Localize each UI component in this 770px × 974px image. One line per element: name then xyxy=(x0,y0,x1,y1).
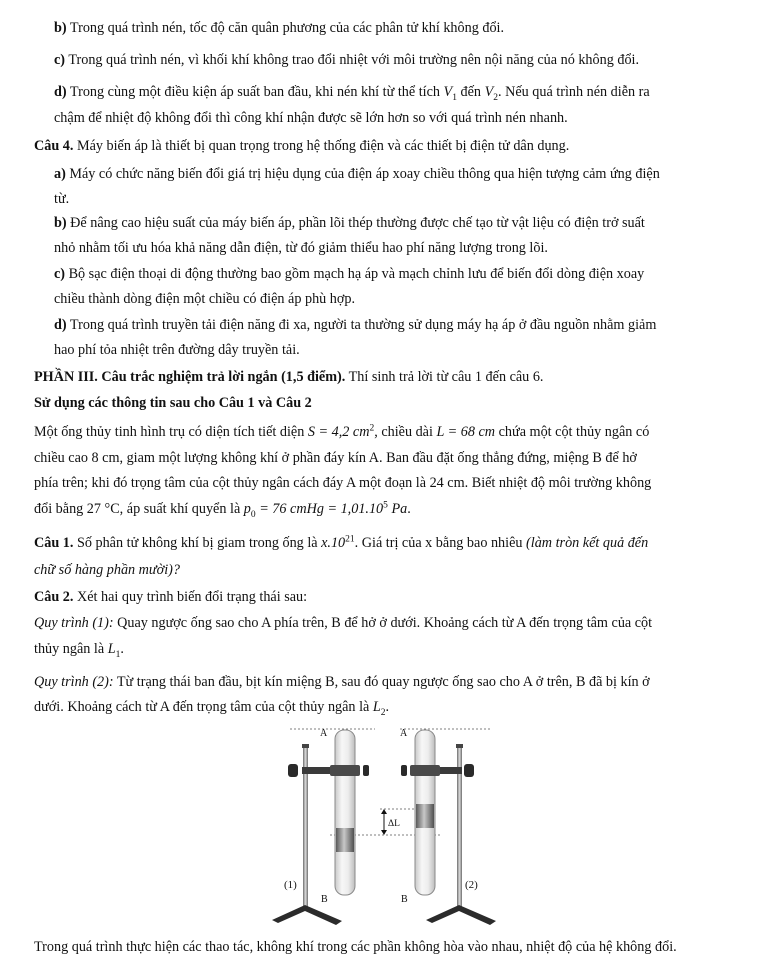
math-sup: 2 xyxy=(369,423,375,434)
math-pressure: = 76 cmHg = 1,01.10 xyxy=(255,501,384,517)
question-1 xyxy=(34,534,648,552)
math-area: S = 4,2 cm xyxy=(307,424,370,440)
option-text: . Nếu quá trình nén diễn ra xyxy=(497,84,650,100)
q4-option-d xyxy=(54,316,656,334)
math-l1: L xyxy=(107,641,116,657)
process-label: Quy trình (2): xyxy=(34,674,114,690)
math-sub: 1 xyxy=(452,92,457,103)
option-text: Để nâng cao hiệu suất của máy biến áp, phần lõi thép thường được chế tạo từ vật liệu có điện trở suất xyxy=(70,215,645,231)
question-4 xyxy=(34,137,569,155)
process-1 xyxy=(34,614,652,632)
option-text: Trong quá trình nén, tốc độ căn quân phương của các phân tử khí không đổi. xyxy=(69,20,505,36)
paragraph-line-2: chiều cao 8 cm, giam một lượng không khí ở phần đáy kín A. Ban đầu đặt ống thẳng đứng, miệng B để hở xyxy=(34,450,637,466)
math-sup: 5 xyxy=(383,500,388,511)
stand-rod-cap xyxy=(456,744,463,748)
tube-clamp xyxy=(330,765,360,776)
option-label: a) xyxy=(54,166,66,182)
process-2 xyxy=(34,673,650,691)
option-label: c) xyxy=(54,266,66,282)
rounding-note: chữ số hàng phần mười)? xyxy=(34,562,180,578)
text: . xyxy=(407,501,411,517)
caption-2: (2) xyxy=(465,879,478,891)
math-v1: V xyxy=(443,84,453,100)
math-sub: 0 xyxy=(250,509,256,520)
text: . xyxy=(385,699,390,715)
math-length: L = 68 cm xyxy=(436,424,496,440)
process-2-cont xyxy=(34,698,389,716)
question-text: Xét hai quy trình biến đổi trạng thái sau: xyxy=(76,589,308,605)
math-sub: 2 xyxy=(380,707,386,718)
mercury-column xyxy=(336,828,354,852)
option-label: b) xyxy=(54,20,67,36)
q4-option-a xyxy=(54,165,660,183)
closing-note: Trong quá trình thực hiện các thao tác, không khí trong các phần không hòa vào nhau, nhiệt độ của hệ không đổi. xyxy=(34,939,677,955)
process-text: dưới. Khoảng cách từ A đến trọng tâm của cột thủy ngân là xyxy=(34,699,373,715)
label-a-right: A xyxy=(400,728,408,739)
clamp-knob xyxy=(401,765,407,776)
caption-1: (1) xyxy=(284,879,297,891)
question-label: Câu 4. xyxy=(34,138,74,154)
question-text: Máy biến áp là thiết bị quan trọng trong hệ thống điện và các thiết bị điện tử dân dụng. xyxy=(76,138,570,154)
q3-option-d xyxy=(54,83,650,101)
part-3-heading xyxy=(34,368,543,386)
math-p0: p xyxy=(243,501,251,517)
apparatus-figure xyxy=(250,720,520,928)
math-v2: V xyxy=(484,84,494,100)
paragraph-line-4 xyxy=(34,500,411,518)
tripod-base xyxy=(272,905,342,925)
q4-option-d-cont: hao phí tỏa nhiệt trên đường dây truyền tải. xyxy=(54,342,300,358)
arrowhead-bottom xyxy=(381,830,387,835)
delta-l-label: ΔL xyxy=(388,819,400,829)
q4-option-b xyxy=(54,214,645,232)
q3-option-d-cont: chậm để nhiệt độ không đổi thì công khí nhận được sẽ lớn hơn so với quá trình nén nhanh. xyxy=(54,110,568,126)
math-l2: L xyxy=(372,699,381,715)
q3-option-b xyxy=(54,19,504,37)
q4-option-c-cont: chiều thành dòng điện một chiều có điện áp phù hợp. xyxy=(54,291,356,307)
label-b-left: B xyxy=(321,894,328,905)
option-label: b) xyxy=(54,215,67,231)
arrowhead-top xyxy=(381,809,387,814)
math-unit: Pa xyxy=(387,501,408,517)
process-1-cont xyxy=(34,640,124,658)
clamp-knob-right xyxy=(464,764,474,777)
label-a-left: A xyxy=(320,728,328,739)
text: , chiều dài xyxy=(374,424,437,440)
delta-l-indicator xyxy=(381,809,400,835)
apparatus-right xyxy=(400,728,496,925)
option-text: Trong quá trình nén, vì khối khí không trao đổi nhiệt với môi trường nên nội năng của nó không đổi. xyxy=(68,52,640,68)
question-2 xyxy=(34,588,307,606)
question-label: Câu 1. xyxy=(34,535,74,551)
q3-option-c xyxy=(54,51,639,69)
text: . xyxy=(120,641,124,657)
option-text: Bộ sạc điện thoại di động thường bao gồm mạch hạ áp và mạch chỉnh lưu để biến đổi dòng điện xoay xyxy=(68,266,645,282)
math-sub: 2 xyxy=(493,92,498,103)
question-text: . Giá trị của x bằng bao nhiêu xyxy=(354,535,527,551)
option-text: Máy có chức năng biến đổi giá trị hiệu dụng của điện áp xoay chiều thông qua hiện tượng cảm ứng điện xyxy=(69,166,660,182)
text: chứa một cột thủy ngân có xyxy=(495,424,650,440)
process-label: Quy trình (1): xyxy=(34,615,114,631)
option-label: c) xyxy=(54,52,66,68)
question-label: Câu 2. xyxy=(34,589,74,605)
label-b-right: B xyxy=(401,894,408,905)
question-1-cont xyxy=(34,561,180,579)
glass-tube xyxy=(335,730,355,895)
q4-option-a-cont: từ. xyxy=(54,191,70,207)
mercury-column xyxy=(416,804,434,828)
stand-rod-cap xyxy=(302,744,309,748)
process-text: Từ trạng thái ban đầu, bịt kín miệng B, sau đó quay ngược ống sao cho A ở trên, B đã bị kín ở xyxy=(113,674,650,690)
tube-clamp xyxy=(410,765,440,776)
option-label: d) xyxy=(54,317,67,333)
process-text: thủy ngân là xyxy=(34,641,108,657)
shared-info-label: Sử dụng các thông tin sau cho Câu 1 và Câu 2 xyxy=(34,395,312,411)
apparatus-left xyxy=(272,728,369,925)
part-text: Thí sinh trả lời từ câu 1 đến câu 6. xyxy=(348,369,544,385)
clamp-knob-right xyxy=(363,765,369,776)
math-x: x.10 xyxy=(321,535,346,551)
rounding-note: (làm tròn kết quả đến xyxy=(526,535,649,551)
question-text: Số phân tử không khí bị giam trong ống là xyxy=(76,535,322,551)
option-text: Trong quá trình truyền tải điện năng đi xa, người ta thường sử dụng máy hạ áp ở đầu nguồn nhằm giảm xyxy=(69,317,657,333)
paragraph-line-3: phía trên; khi đó trọng tâm của cột thủy ngân cách đáy A một đoạn là 24 cm. Biết nhiệt độ môi trường không xyxy=(34,475,652,491)
text: Một ống thủy tinh hình trụ có diện tích tiết diện xyxy=(34,424,308,440)
paragraph-line-1 xyxy=(34,423,649,441)
math-sup: 21 xyxy=(345,534,355,545)
text: đổi bằng 27 °C, áp suất khí quyển là xyxy=(34,501,244,517)
option-label: d) xyxy=(54,84,67,100)
process-text: Quay ngược ống sao cho A phía trên, B để hở ở dưới. Khoảng cách từ A đến trọng tâm của cột xyxy=(113,615,653,631)
tripod-base xyxy=(426,905,496,925)
option-text: Trong cùng một điều kiện áp suất ban đầu, khi nén khí từ thể tích xyxy=(69,84,444,100)
q4-option-c xyxy=(54,265,644,283)
q4-option-b-cont: nhỏ nhằm tối ưu hóa khả năng dẫn điện, từ đó giảm thiểu hao phí năng lượng trong lõi. xyxy=(54,240,548,256)
clamp-knob xyxy=(288,764,298,777)
part-label: PHẦN III. Câu trắc nghiệm trả lời ngắn (1,5 điểm). xyxy=(34,369,346,385)
option-text: đến xyxy=(456,84,485,100)
shared-info-heading xyxy=(34,394,312,412)
math-sub: 1 xyxy=(115,649,121,660)
